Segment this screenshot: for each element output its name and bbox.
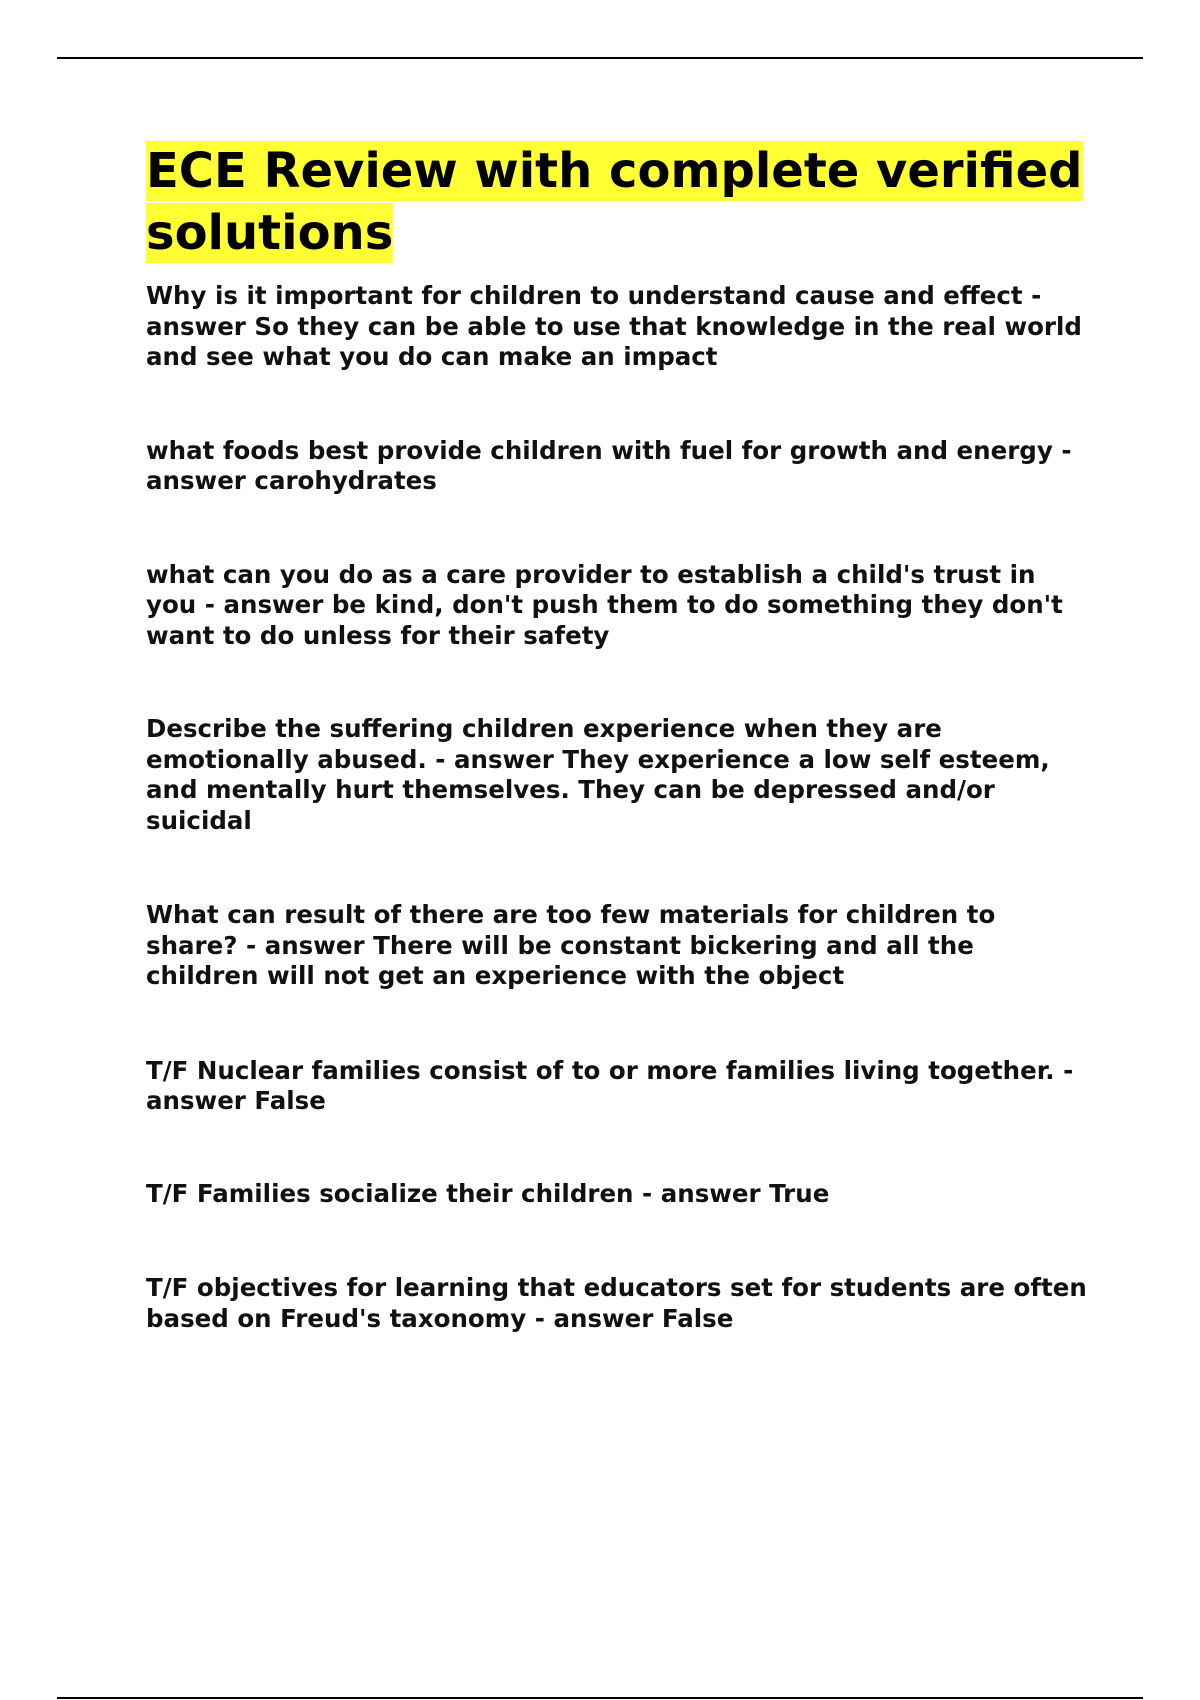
- title-highlight: ECE Review with complete verified solutions: [146, 143, 1083, 261]
- qa-item-8: T/F objectives for learning that educators set for students are often based on Freud's taxonomy - answer False: [146, 1273, 1087, 1333]
- qa-item-6: T/F Nuclear families consist of to or more families living together. - answer False: [146, 1055, 1074, 1115]
- bottom-rule: [57, 1697, 1143, 1699]
- qa-item-5: What can result of there are too few materials for children to share? - answer There will be constant bickering and all the children will not get an experience with the object: [146, 900, 996, 990]
- qa-item-4: Describe the suffering children experience when they are emotionally abused. - answer They experience a low self esteem, and mentally hurt themselves. They can be depressed and/or suicidal: [146, 714, 1050, 835]
- qa-item-2: what foods best provide children with fuel for growth and energy - answer carohydrates: [146, 435, 1072, 495]
- qa-item-1: Why is it important for children to understand cause and effect - answer So they can be able to use that knowledge in the real world and see what you do can make an impact: [146, 281, 1082, 371]
- document-body: [146, 140, 1094, 1334]
- qa-item-7: T/F Families socialize their children - answer True: [146, 1178, 830, 1208]
- qa-item-3: what can you do as a care provider to establish a child's trust in you - answer be kind, don't push them to do something they don't want to do unless for their safety: [146, 559, 1063, 650]
- top-rule: [57, 57, 1143, 59]
- document-title: [146, 140, 1094, 264]
